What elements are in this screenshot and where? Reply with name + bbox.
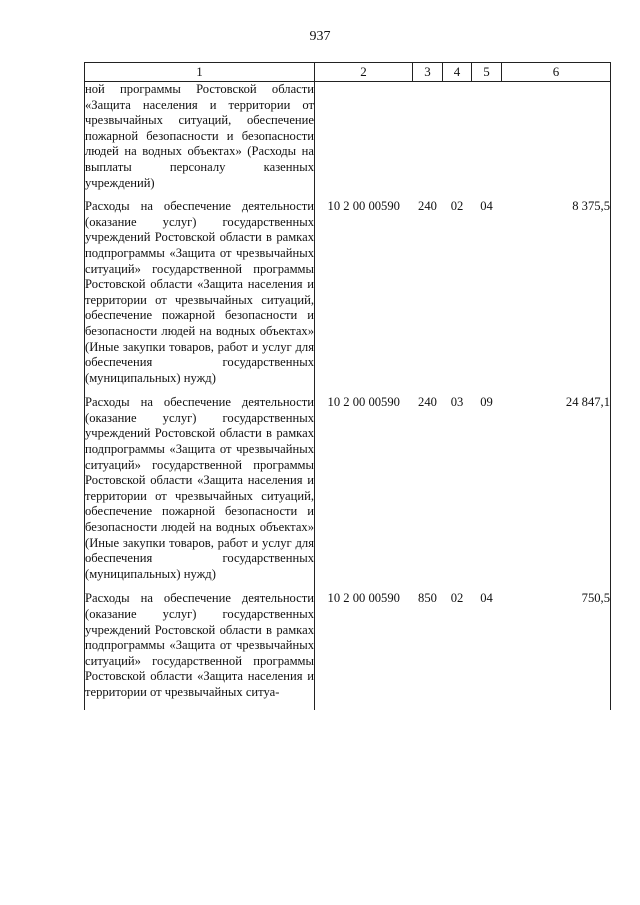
header-col-2: 2 xyxy=(315,63,413,82)
page-number: 937 xyxy=(309,29,331,44)
table-row xyxy=(85,591,611,709)
header-col-6: 6 xyxy=(502,63,611,82)
row-description: ной программы Ростовской области «Защита населения и территории от чрезвычайных ситуаций, обеспечение пожарной безопасности и безопасности людей на водных объектах» (Расходы на выплаты персоналу казенных учреждений) xyxy=(85,82,315,200)
table-row xyxy=(85,199,611,395)
row-description: Расходы на обеспечение деятельности (оказание услуг) государственных учреждений Ростовской области в рамках подпрограммы «Защита от чрезвычайных ситуаций» государственной программы Ростовской области «Защита населения и территории от чрезвычайных ситуаций, обеспечение пожарной безопасности и безопасности людей на водных объектах» (Иные закупки товаров, работ и услуг для обеспечения государственных (муниципальных) нужд) xyxy=(85,395,315,591)
row-amount: 8 375,5 xyxy=(502,199,611,395)
row-section: 02 xyxy=(450,199,464,214)
header-col-5: 5 xyxy=(472,63,502,82)
table-row xyxy=(85,395,611,591)
row-subsection: 09 xyxy=(480,395,493,410)
row-expense-type: 240 xyxy=(418,199,437,214)
row-expense-type: 850 xyxy=(418,591,437,606)
row-section: 02 xyxy=(450,591,464,606)
table-row xyxy=(85,82,611,200)
row-subsection: 04 xyxy=(480,199,493,214)
row-target-code xyxy=(315,82,413,200)
budget-table xyxy=(84,62,611,710)
row-subsection xyxy=(472,82,502,200)
row-target-code: 10 2 00 00590 xyxy=(327,395,400,410)
header-col-1: 1 xyxy=(85,63,315,82)
row-target-code: 10 2 00 00590 xyxy=(327,199,400,214)
header-col-3: 3 xyxy=(413,63,443,82)
row-amount: 24 847,1 xyxy=(502,395,611,591)
row-expense-type: 240 xyxy=(418,395,437,410)
row-subsection: 04 xyxy=(480,591,493,606)
row-section: 03 xyxy=(450,395,464,410)
row-section xyxy=(443,82,472,200)
row-description: Расходы на обеспечение деятельности (оказание услуг) государственных учреждений Ростовской области в рамках подпрограммы «Защита от чрезвычайных ситуаций» государственной программы Ростовской области «Защита населения и территории от чрезвычайных ситуаций, обеспечение пожарной безопасности и безопасности людей на водных объектах» (Иные закупки товаров, работ и услуг для обеспечения государственных (муниципальных) нужд) xyxy=(85,199,315,395)
header-col-4: 4 xyxy=(443,63,472,82)
row-expense-type xyxy=(413,82,443,200)
row-description: Расходы на обеспечение деятельности (оказание услуг) государственных учреждений Ростовской области в рамках подпрограммы «Защита от чрезвычайных ситуаций» государственной программы Ростовской области «Защита населения и территории от чрезвычайных ситуа- xyxy=(85,591,315,709)
table-header-row xyxy=(85,63,611,82)
row-amount: 750,5 xyxy=(502,591,611,709)
row-target-code: 10 2 00 00590 xyxy=(327,591,400,606)
row-amount xyxy=(502,82,611,200)
